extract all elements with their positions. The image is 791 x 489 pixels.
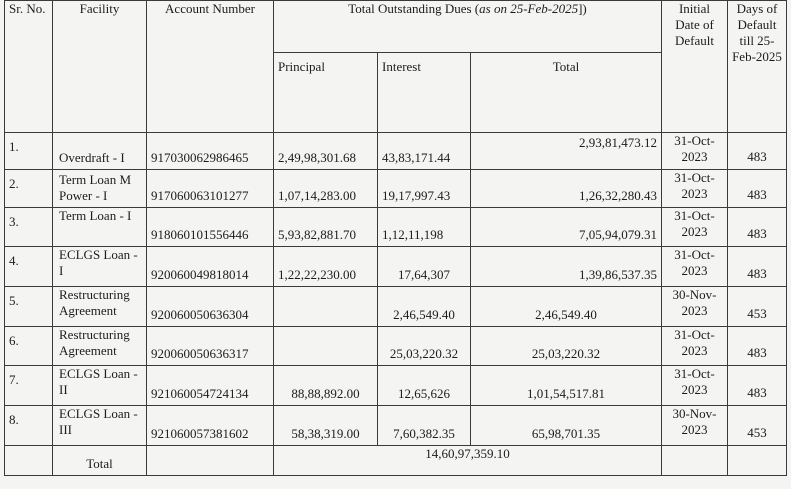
table-row — [5, 170, 787, 208]
row-date: 31-Oct-2023 — [662, 327, 728, 366]
row-principal: 58,38,319.00 — [274, 406, 378, 446]
row-account: 918060101556446 — [147, 208, 274, 247]
table-row — [5, 133, 787, 170]
row-date: 31-Oct-2023 — [662, 247, 728, 287]
row-days: 483 — [728, 170, 787, 208]
row-interest: 19,17,997.43 — [378, 170, 471, 208]
row-interest: 17,64,307 — [378, 247, 471, 287]
row-principal: 2,49,98,301.68 — [274, 133, 378, 170]
header-facility: Facility — [53, 1, 147, 133]
row-principal: 88,88,892.00 — [274, 366, 378, 406]
header-interest: Interest — [378, 53, 471, 133]
header-initial-date-of-default: Initial Date of Default — [662, 1, 728, 133]
row-date: 31-Oct-2023 — [662, 133, 728, 170]
header-total-outstanding-dues — [274, 1, 662, 53]
row-sr: 2. — [5, 170, 53, 208]
row-days: 483 — [728, 327, 787, 366]
row-account: 920060049818014 — [147, 247, 274, 287]
row-total: 7,05,94,079.31 — [471, 208, 662, 247]
row-facility: Restructuring Agreement — [53, 287, 147, 327]
row-sr: 7. — [5, 366, 53, 406]
row-sr: 5. — [5, 287, 53, 327]
row-sr: 4. — [5, 247, 53, 287]
total-row-blank — [147, 446, 274, 476]
row-principal: 1,22,22,230.00 — [274, 247, 378, 287]
header-total-dues-suffix: ]) — [578, 1, 587, 16]
row-days: 483 — [728, 366, 787, 406]
row-total: 2,93,81,473.12 — [471, 133, 662, 170]
row-total: 25,03,220.32 — [471, 327, 662, 366]
total-row-blank — [5, 446, 53, 476]
row-sr: 3. — [5, 208, 53, 247]
header-total-dues-prefix: Total Outstanding Dues ( — [348, 1, 480, 16]
total-row-blank — [662, 446, 728, 476]
row-facility: ECLGS Loan - I — [53, 247, 147, 287]
row-facility: Restructuring Agreement — [53, 327, 147, 366]
row-facility: Overdraft - I — [53, 133, 147, 170]
header-sr-no: Sr. No. — [5, 1, 53, 133]
total-row — [5, 446, 787, 476]
table-row — [5, 208, 787, 247]
row-sr: 1. — [5, 133, 53, 170]
header-total-dues-date: as on 25-Feb-2025 — [479, 1, 579, 16]
header-principal: Principal — [274, 53, 378, 133]
header-days-of-default: Days of Default till 25-Feb-2025 — [728, 1, 787, 133]
row-account: 920060050636304 — [147, 287, 274, 327]
row-interest: 2,46,549.40 — [378, 287, 471, 327]
row-principal — [274, 287, 378, 327]
row-date: 31-Oct-2023 — [662, 208, 728, 247]
row-interest: 12,65,626 — [378, 366, 471, 406]
row-account: 921060057381602 — [147, 406, 274, 446]
total-label: Total — [53, 446, 147, 476]
row-principal: 1,07,14,283.00 — [274, 170, 378, 208]
row-days: 453 — [728, 287, 787, 327]
row-account: 921060054724134 — [147, 366, 274, 406]
header-account-number: Account Number — [147, 1, 274, 133]
row-days: 483 — [728, 133, 787, 170]
row-interest: 1,12,11,198 — [378, 208, 471, 247]
row-account: 917030062986465 — [147, 133, 274, 170]
row-facility: ECLGS Loan - III — [53, 406, 147, 446]
row-interest: 25,03,220.32 — [378, 327, 471, 366]
grand-total: 14,60,97,359.10 — [274, 446, 662, 476]
table-row — [5, 247, 787, 287]
row-total: 1,01,54,517.81 — [471, 366, 662, 406]
header-total: Total — [471, 53, 662, 133]
row-principal — [274, 327, 378, 366]
row-total: 1,26,32,280.43 — [471, 170, 662, 208]
table-row — [5, 366, 787, 406]
row-total: 1,39,86,537.35 — [471, 247, 662, 287]
outstanding-dues-table — [4, 0, 787, 476]
row-principal: 5,93,82,881.70 — [274, 208, 378, 247]
row-days: 483 — [728, 208, 787, 247]
row-interest: 43,83,171.44 — [378, 133, 471, 170]
table-row — [5, 327, 787, 366]
row-facility: Term Loan - I — [53, 208, 147, 247]
row-date: 30-Nov-2023 — [662, 287, 728, 327]
row-facility: ECLGS Loan - II — [53, 366, 147, 406]
row-days: 483 — [728, 247, 787, 287]
table-row — [5, 287, 787, 327]
row-date: 31-Oct-2023 — [662, 366, 728, 406]
row-total: 2,46,549.40 — [471, 287, 662, 327]
row-days: 453 — [728, 406, 787, 446]
row-sr: 8. — [5, 406, 53, 446]
total-row-blank — [728, 446, 787, 476]
row-sr: 6. — [5, 327, 53, 366]
row-account: 920060050636317 — [147, 327, 274, 366]
row-account: 917060063101277 — [147, 170, 274, 208]
row-total: 65,98,701.35 — [471, 406, 662, 446]
row-date: 30-Nov-2023 — [662, 406, 728, 446]
row-facility: Term Loan M Power - I — [53, 170, 147, 208]
row-interest: 7,60,382.35 — [378, 406, 471, 446]
row-date: 31-Oct-2023 — [662, 170, 728, 208]
table-row — [5, 406, 787, 446]
